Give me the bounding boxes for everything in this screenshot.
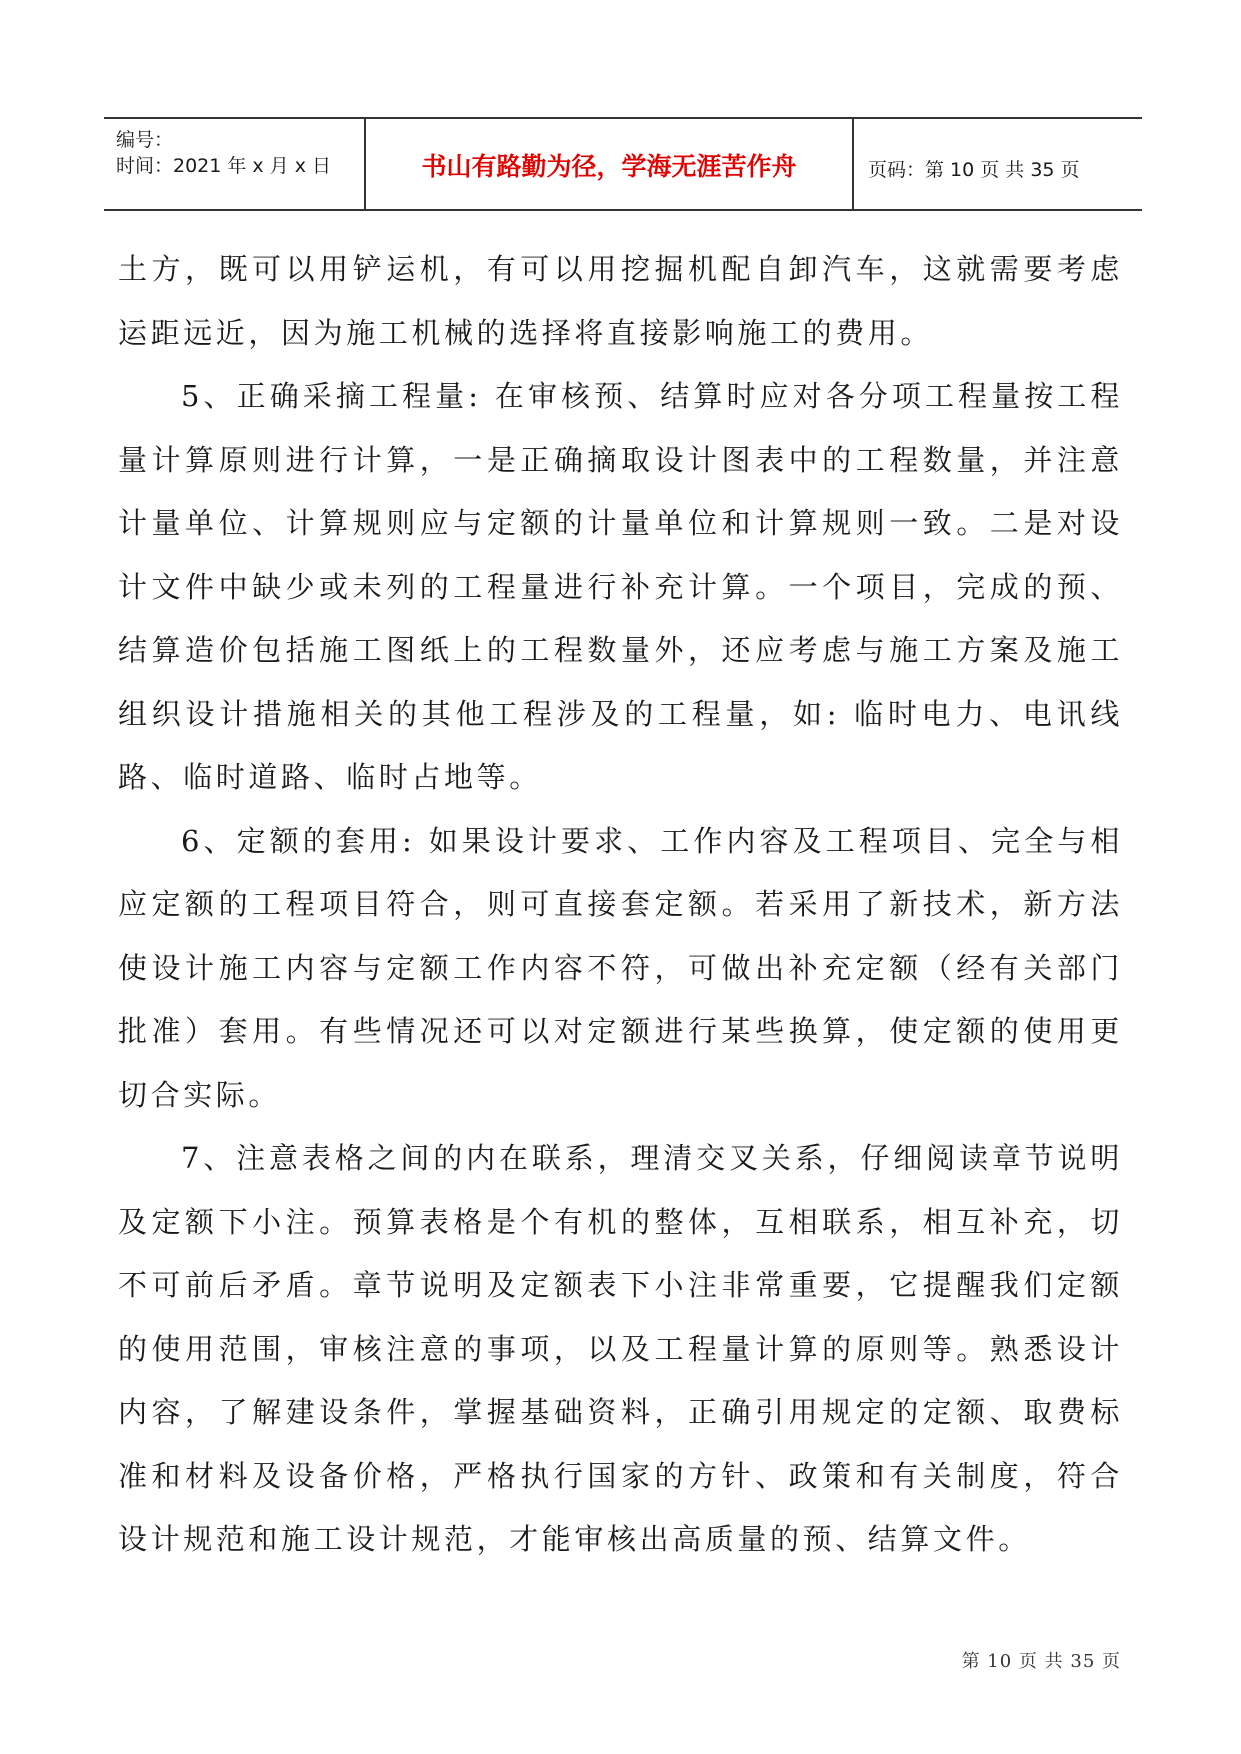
document-number-label: 编号： bbox=[116, 129, 174, 151]
document-time: 时间：2021 年 x 月 x 日 bbox=[116, 155, 332, 177]
header-page-cell bbox=[854, 119, 1142, 209]
body-paragraph: 6、定额的套用: 如果设计要求、工作内容及工程项目、完全与相应定额的工程项目符合，则可直接套定额。若采用了新技术，新方法使设计施工内容与定额工作内容不符，可做出补充定额（经有关部门批准）套用。有些情况还可以对定额进行某些换算，使定额的使用更切合实际。 bbox=[118, 823, 1123, 1112]
page-footer: 第 10 页 共 35 页 bbox=[961, 1651, 1121, 1672]
document-header bbox=[104, 117, 1142, 211]
body-paragraph: 土方，既可以用铲运机，有可以用挖掘机配自卸汽车，这就需要考虑运距远近，因为施工机械的选择将直接影响施工的费用。 bbox=[118, 252, 1123, 350]
header-motto: 书山有路勤为径，学海无涯苦作舟 bbox=[421, 152, 797, 181]
body-paragraph: 7、注意表格之间的内在联系，理清交叉关系，仔细阅读章节说明及定额下小注。预算表格是个有机的整体，互相联系，相互补充，切不可前后矛盾。章节说明及定额表下小注非常重要，它提醒我们定额的使用范围，审核注意的事项，以及工程量计算的原则等。熟悉设计内容，了解建设条件，掌握基础资料，正确引用规定的定额、取费标准和材料及设备价格，严格执行国家的方针、政策和有关制度，符合设计规范和施工设计规范，才能审核出高质量的预、结算文件。 bbox=[118, 1141, 1123, 1556]
header-meta-cell bbox=[104, 119, 366, 209]
header-page-code: 页码：第 10 页 共 35 页 bbox=[868, 159, 1080, 181]
body-paragraph: 5、正确采摘工程量: 在审核预、结算时应对各分项工程量按工程量计算原则进行计算，一是正确摘取设计图表中的工程数量，并注意计量单位、计算规则应与定额的计量单位和计算规则一致。二是对设计文件中缺少或未列的工程量进行补充计算。一个项目，完成的预、结算造价包括施工图纸上的工程数量外，还应考虑与施工方案及施工组织设计措施相关的其他工程涉及的工程量，如: 临时电力、电讯线路、临时道路、临时占地等。 bbox=[118, 379, 1123, 794]
document-body bbox=[118, 238, 1123, 1572]
header-motto-cell bbox=[366, 119, 854, 209]
